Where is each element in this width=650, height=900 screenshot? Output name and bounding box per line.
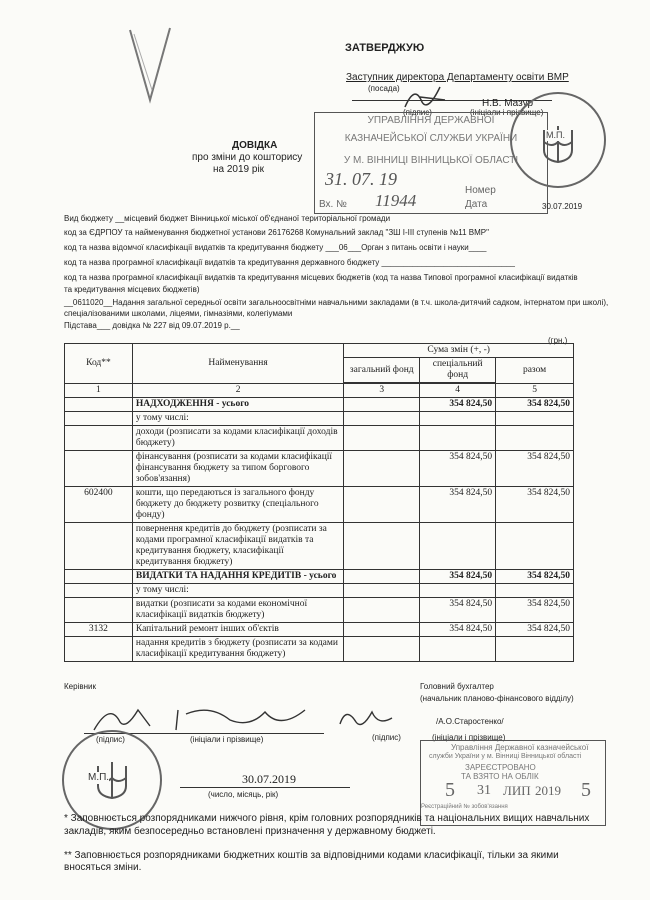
approve-position: Заступник директора Департаменту освіти ВМР: [346, 72, 569, 83]
treasury-stamp-line1: УПРАВЛІННЯ ДЕРЖАВНОЇ: [367, 115, 495, 126]
currency-label: (грн.): [548, 336, 568, 345]
reg-line3: ЗАРЕЄСТРОВАНО: [465, 763, 536, 772]
col-num-2: 2: [132, 384, 343, 398]
cell-code: [65, 398, 133, 412]
accountant-sub: (начальник планово-фінансового відділу): [420, 694, 574, 703]
cell-name: ВИДАТКИ ТА НАДАННЯ КРЕДИТІВ - усього: [132, 570, 343, 584]
cell-special: [420, 584, 496, 598]
reg-line2: служби України у м. Вінниці Вінницької області: [429, 753, 582, 760]
table-row: [65, 570, 574, 584]
head-signature: [90, 700, 330, 736]
th-general: [344, 358, 420, 383]
cell-general: [344, 412, 420, 426]
doc-year: на 2019 рік: [213, 164, 265, 175]
cell-total: [496, 637, 574, 662]
head-sign-caption: (підпис): [96, 735, 125, 744]
treasury-number-label: Номер: [465, 185, 496, 196]
cell-code: [65, 570, 133, 584]
cell-general: [344, 584, 420, 598]
cell-name: у тому числі:: [132, 412, 343, 426]
reg-right-no: 5: [581, 779, 591, 801]
cell-name: у тому числі:: [132, 584, 343, 598]
cell-total: 354 824,50: [496, 451, 574, 487]
reg-label: Реєстраційний № зобов'язання: [421, 804, 508, 810]
cell-general: [344, 623, 420, 637]
cell-name: доходи (розписати за кодами класифікації доходів бюджету): [132, 426, 343, 451]
th-code: Код**: [65, 344, 133, 384]
cell-general: [344, 598, 420, 623]
cell-special: 354 824,50: [420, 570, 496, 584]
approve-name-caption: (ініціали і прізвище): [470, 108, 544, 117]
head-initials-caption: (ініціали і прізвище): [190, 735, 264, 744]
program-code-local: код та назва програмної класифікації видатків та кредитування місцевих бюджетів (код та назва Типової програмної класифікації видатків: [64, 273, 578, 282]
cell-name: надання кредитів з бюджету (розписати за кодами класифікації кредитування бюджету): [132, 637, 343, 662]
table-row: [65, 426, 574, 451]
doc-subtitle: про зміни до кошторису: [192, 152, 303, 163]
sign-date-line: [180, 787, 350, 788]
cell-special: 354 824,50: [420, 451, 496, 487]
table-row: [65, 598, 574, 623]
footnote-1: * Заповнюється розпорядниками нижчого рівня, крім головних розпорядників та національних вищих навчальних закладів, яким безпосередньо встановлені призначення у державному бюджеті.: [64, 813, 590, 837]
table-row: [65, 523, 574, 570]
cell-name: Капітальний ремонт інших об'єктів: [132, 623, 343, 637]
col-num-5: 5: [496, 384, 574, 398]
treasury-stamp-line2: КАЗНАЧЕЙСЬКОЇ СЛУЖБИ УКРАЇНИ: [344, 133, 518, 144]
cell-name: видатки (розписати за кодами економічної класифікації видатків бюджету): [132, 598, 343, 623]
cell-name: фінансування (розписати за кодами класифікації фінансування бюджету за типом боргового зобов'язання): [132, 451, 343, 487]
cell-total: 354 824,50: [496, 570, 574, 584]
accountant-label: Головний бухгалтер: [420, 682, 494, 691]
seal-mp-top: М.П.: [546, 130, 565, 140]
cell-special: 354 824,50: [420, 623, 496, 637]
seal-date-top: 30.07.2019: [542, 202, 583, 211]
cell-general: [344, 451, 420, 487]
cell-total: 354 824,50: [496, 623, 574, 637]
program-line: __0611020__Надання загальної середньої освіти загальноосвітніми навчальними закладами (в т.ч. школа-дитячий садком, інтернатом при школі),: [64, 298, 609, 307]
table-row: [65, 623, 574, 637]
table-row: [65, 637, 574, 662]
cell-code: 602400: [65, 487, 133, 523]
edrpou-line: код за ЄДРПОУ та найменування бюджетної установи 26176268 Комунальний заклад "ЗШ І-ІІІ ступенів №11 ВМР": [64, 228, 489, 237]
head-label: Керівник: [64, 682, 96, 691]
reg-year: 2019: [535, 783, 561, 798]
cell-code: [65, 584, 133, 598]
cell-total: [496, 523, 574, 570]
cell-total: 354 824,50: [496, 487, 574, 523]
program-line-2: спеціалізованими школами, ліцеями, гімназіями, колегіумами: [64, 309, 293, 318]
approve-title: ЗАТВЕРДЖУЮ: [345, 42, 425, 54]
cell-general: [344, 487, 420, 523]
basis-line: Підстава___ довідка № 227 від 09.07.2019 р.__: [64, 321, 240, 330]
reg-line1: Управління Державної казначейської: [451, 743, 589, 752]
sign-date: 30.07.2019: [242, 772, 296, 786]
estimate-table: [64, 343, 574, 662]
treasury-in-no-value: 11944: [375, 191, 417, 210]
accountant-sign-caption: (підпис): [372, 733, 401, 742]
table-row: [65, 412, 574, 426]
cell-special: 354 824,50: [420, 398, 496, 412]
cell-total: [496, 584, 574, 598]
reg-left-no: 5: [445, 779, 455, 801]
treasury-in-no-label: Вх. №: [319, 199, 347, 210]
accountant-signature: [336, 704, 396, 732]
th-general-label: загальний фонд: [349, 364, 414, 375]
cell-general: [344, 398, 420, 412]
cell-code: [65, 523, 133, 570]
cell-code: [65, 598, 133, 623]
cell-special: 354 824,50: [420, 487, 496, 523]
th-sum: Сума змін (+, -): [344, 344, 574, 358]
cell-total: 354 824,50: [496, 398, 574, 412]
doc-title: ДОВІДКА: [232, 140, 278, 151]
cell-code: [65, 451, 133, 487]
treasury-stamp-line3: У М. ВІННИЦІ ВІННИЦЬКОЇ ОБЛАСТІ: [343, 155, 519, 166]
th-total: разом: [496, 358, 574, 384]
col-num-4: 4: [420, 384, 496, 398]
cell-general: [344, 426, 420, 451]
reg-month: ЛИП: [503, 783, 531, 798]
cell-code: [65, 412, 133, 426]
cell-special: [420, 412, 496, 426]
cell-special: [420, 637, 496, 662]
seal-mp-bottom: М.П.: [88, 772, 110, 783]
approve-signature-caption: (підпис): [403, 108, 432, 117]
col-num-3: 3: [344, 384, 420, 398]
approve-position-caption: (посада): [368, 84, 400, 93]
th-special: [420, 358, 496, 383]
cell-name: НАДХОДЖЕННЯ - усього: [132, 398, 343, 412]
approve-name: Н.В. Мазур: [482, 98, 534, 109]
col-number-row: [65, 384, 574, 398]
footnote-2: ** Заповнюється розпорядниками бюджетних коштів за відповідними кодами класифікації, тільки за якими вносяться зміни.: [64, 850, 559, 873]
table-row: [65, 584, 574, 598]
treasury-date-label: Дата: [465, 199, 488, 210]
cell-special: [420, 426, 496, 451]
reg-day: 31: [477, 783, 491, 798]
cell-name: кошти, що передаються із загального фонду бюджету до бюджету розвитку (спеціального фонду): [132, 487, 343, 523]
cell-code: [65, 426, 133, 451]
th-special-label: спеціальний фонд: [432, 359, 483, 380]
cell-general: [344, 523, 420, 570]
accountant-initials-caption: (ініціали і прізвище): [432, 733, 506, 742]
cell-general: [344, 637, 420, 662]
cell-name: повернення кредитів до бюджету (розписати за кодами програмної класифікації видатків та кредитування бюджету, класифікації кредитування бюджету): [132, 523, 343, 570]
col-num-1: 1: [65, 384, 133, 398]
accountant-name: /А.О.Старостенко/: [436, 717, 504, 726]
paper-clip-mark: [120, 20, 180, 110]
sign-date-caption: (число, місяць, рік): [208, 790, 279, 799]
cell-code: [65, 637, 133, 662]
cell-special: 354 824,50: [420, 598, 496, 623]
program-code-local-2: та кредитування місцевих бюджетів): [64, 285, 200, 294]
cell-total: 354 824,50: [496, 598, 574, 623]
trident-icon: [536, 122, 580, 166]
th-name: Найменування: [132, 344, 343, 384]
program-code-state: код та назва програмної класифікації видатків та кредитування державного бюджету ______________________________: [64, 258, 515, 267]
budget-type: Вид бюджету __місцевий бюджет Вінницької міської об'єднаної територіальної громади: [64, 214, 391, 223]
cell-total: [496, 412, 574, 426]
cell-total: [496, 426, 574, 451]
reg-line4: ТА ВЗЯТО НА ОБЛІК: [461, 772, 539, 781]
treasury-stamp-date: 31. 07. 19: [325, 169, 397, 189]
cell-special: [420, 523, 496, 570]
cell-general: [344, 570, 420, 584]
table-row: [65, 487, 574, 523]
table-row: [65, 451, 574, 487]
round-seal-top: [510, 92, 606, 188]
cell-code: 3132: [65, 623, 133, 637]
dept-code-line: код та назва відомчої класифікації видатків та кредитування бюджету ___06___Орган з питань освіти і науки____: [64, 243, 487, 252]
table-row: [65, 398, 574, 412]
